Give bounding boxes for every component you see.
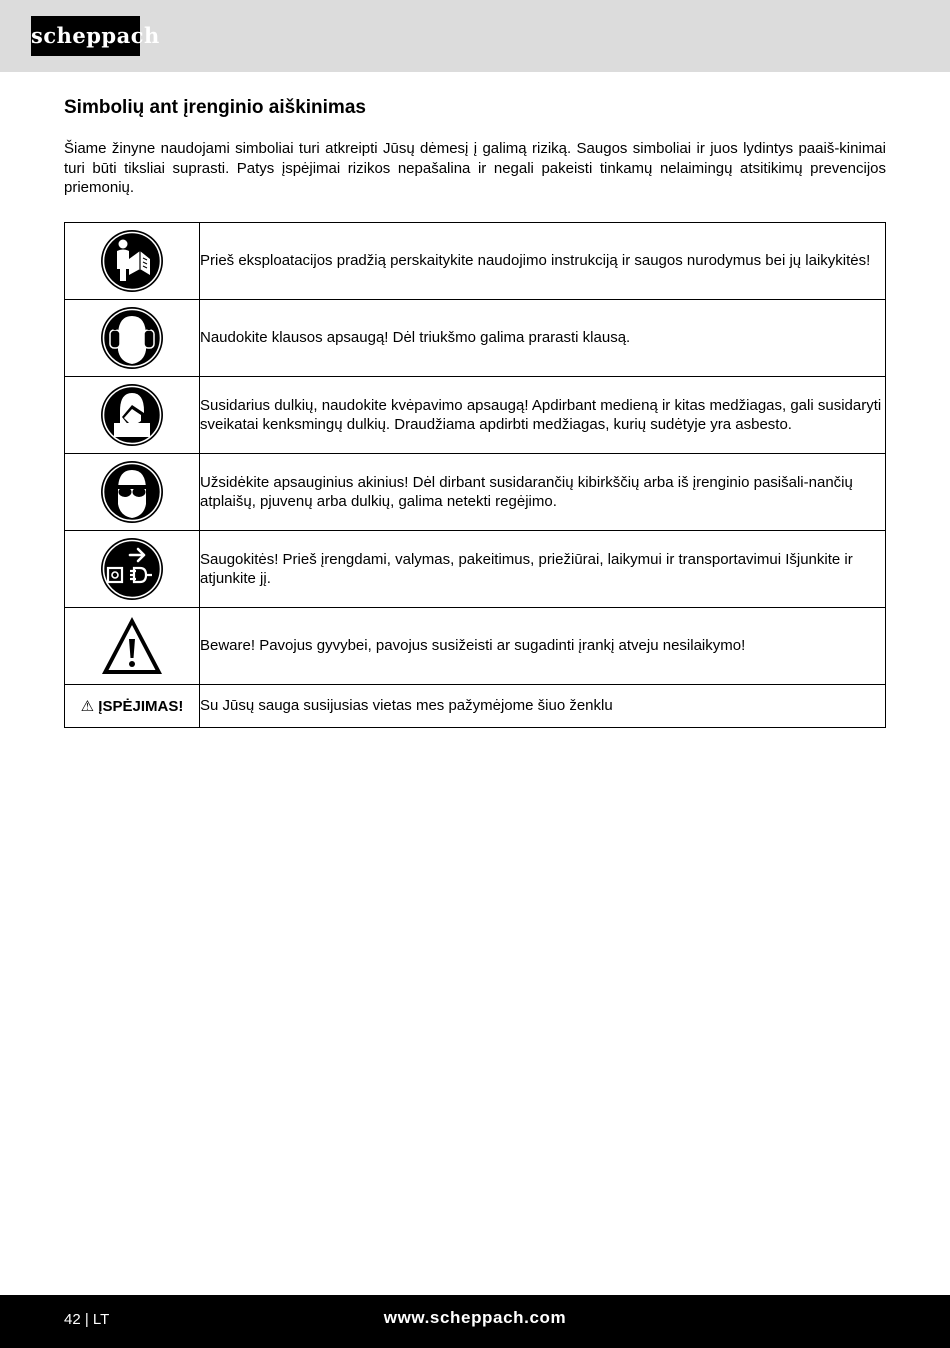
warning-description: Su Jūsų sauga susijusias vietas mes pažymėjome šiuo ženklu bbox=[200, 685, 886, 728]
warning-triangle-icon bbox=[100, 614, 164, 678]
page-number: 42 | LT bbox=[64, 1311, 110, 1328]
table-row bbox=[65, 531, 886, 608]
symbol-description: Beware! Pavojus gyvybei, pavojus susižeisti ar sugadinti įrankį atveju nesilaikymo! bbox=[200, 608, 886, 685]
symbol-description: Susidarius dulkių, naudokite kvėpavimo apsaugą! Apdirbant medieną ir kitas medžiagas, gali susidaryti sveikatai kenksmingų dulkių. Draudžiama apdirbti medžiagas, kurių sudėtyje yra asbesto. bbox=[200, 377, 886, 454]
symbol-description: Naudokite klausos apsaugą! Dėl triukšmo galima prarasti klausą. bbox=[200, 300, 886, 377]
table-row bbox=[65, 223, 886, 300]
ear-protection-icon bbox=[100, 306, 164, 370]
read-manual-icon bbox=[100, 229, 164, 293]
safety-goggles-icon bbox=[100, 460, 164, 524]
symbol-description: Saugokitės! Prieš įrengdami, valymas, pakeitimus, priežiūrai, laikymui ir transportavimui Išjunkite ir atjunkite jį. bbox=[200, 531, 886, 608]
scheppach-logo: scheppach bbox=[31, 16, 140, 56]
table-row bbox=[65, 454, 886, 531]
symbols-table bbox=[64, 222, 886, 728]
respirator-icon bbox=[100, 383, 164, 447]
warning-symbol-icon: ⚠ bbox=[80, 697, 95, 715]
warning-label: ⚠ ĮSPĖJIMAS! bbox=[80, 697, 184, 715]
page-title: Simbolių ant įrenginio aiškinimas bbox=[64, 97, 366, 118]
table-row bbox=[65, 300, 886, 377]
footer-url: www.scheppach.com bbox=[383, 1308, 567, 1327]
intro-paragraph: Šiame žinyne naudojami simboliai turi atkreipti Jūsų dėmesį į galimą riziką. Saugos simboliai ir juos lydintys paaiš-kinimai turi būti tiksliai suprasti. Patys įspėjimai rizikos nepašalina ir negali pakeisti tinkamų nelaimingų atsitikimų prevencijos priemonių. bbox=[64, 140, 886, 196]
unplug-icon bbox=[100, 537, 164, 601]
table-row bbox=[65, 377, 886, 454]
table-row bbox=[65, 685, 886, 728]
page-header bbox=[0, 0, 950, 72]
symbol-description: Prieš eksploatacijos pradžią perskaitykite naudojimo instrukciją ir saugos nurodymus bei jų laikykitės! bbox=[200, 223, 886, 300]
page-footer bbox=[0, 1295, 950, 1348]
table-row bbox=[65, 608, 886, 685]
symbol-description: Užsidėkite apsauginius akinius! Dėl dirbant susidarančių kibirkščių arba iš įrenginio pasišali-nančių atplaišų, pjuvenų arba dulkių, galima netekti regėjimo. bbox=[200, 454, 886, 531]
